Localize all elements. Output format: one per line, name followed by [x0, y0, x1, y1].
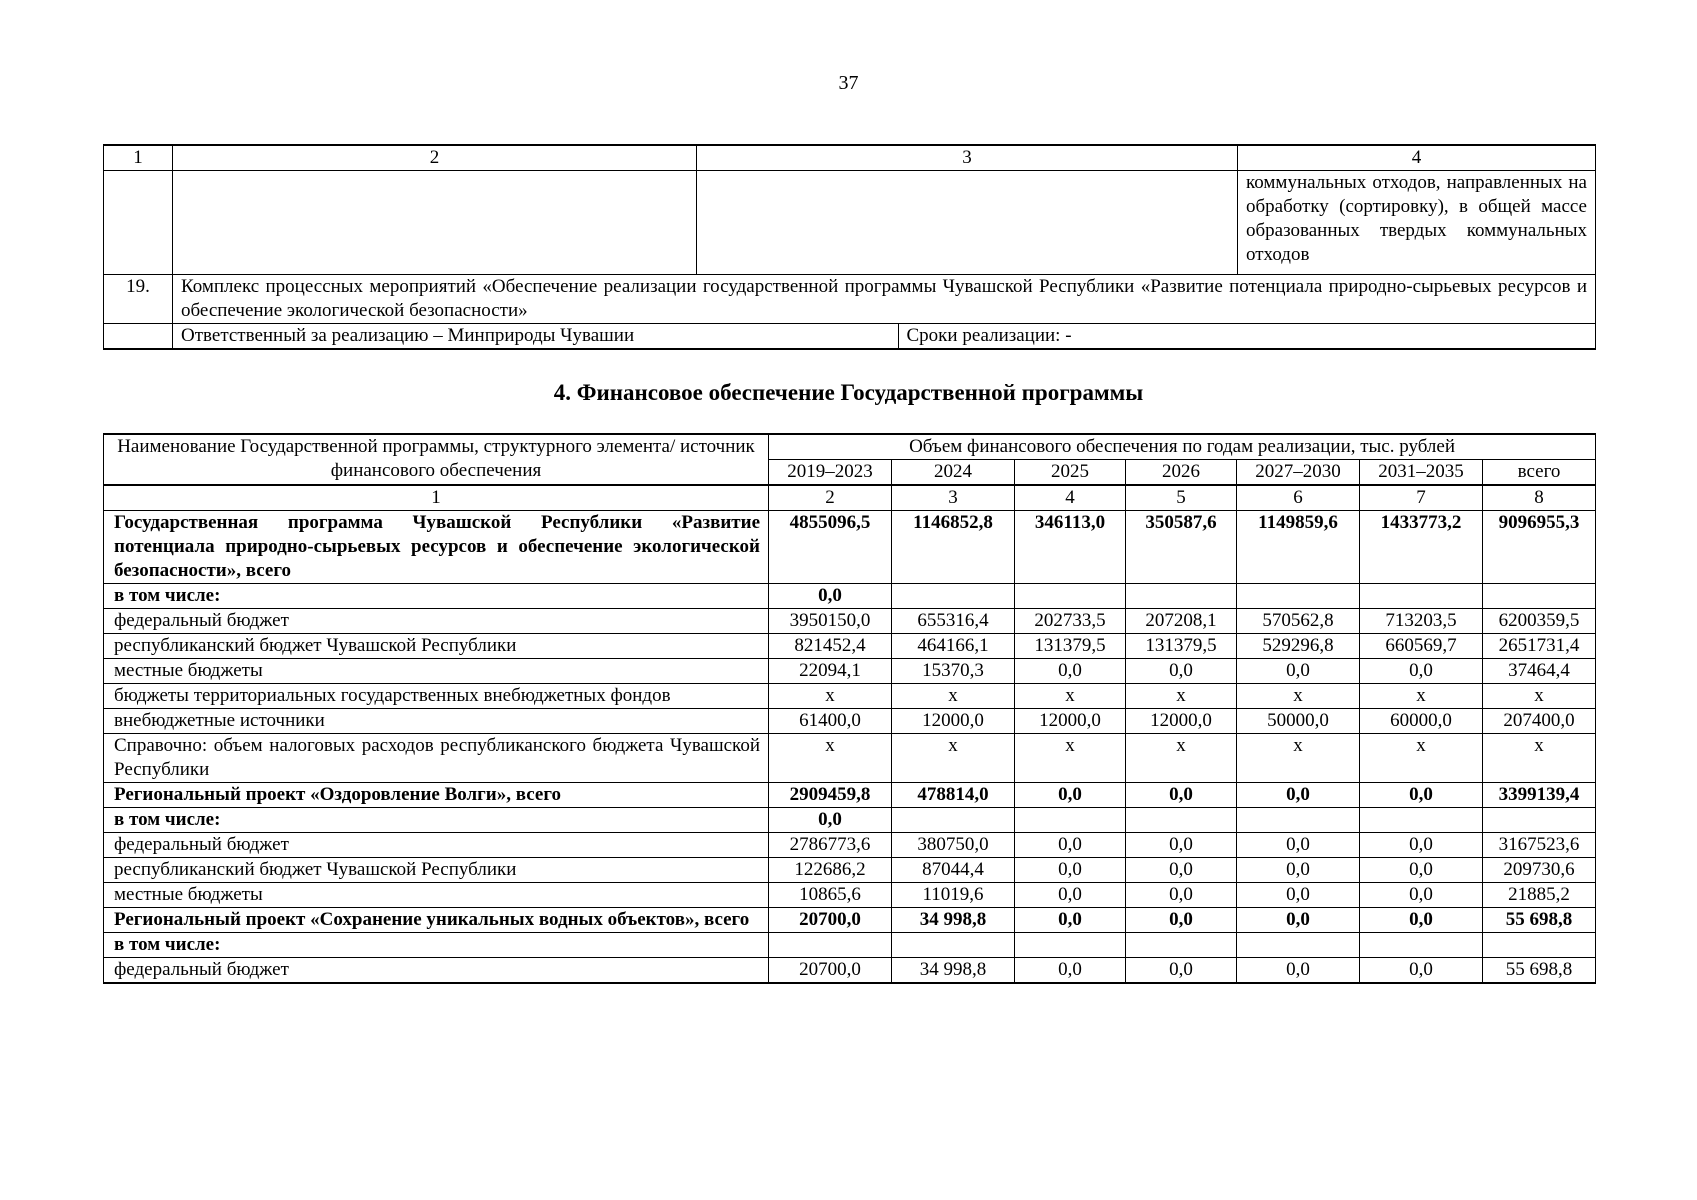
value-cell: 6200359,5: [1483, 609, 1596, 634]
value-cell: [1015, 808, 1126, 833]
finance-row: [104, 883, 1596, 908]
row-name: Региональный проект «Оздоровление Волги», всего: [104, 783, 769, 808]
finance-row: [104, 933, 1596, 958]
value-cell: 1149859,6: [1237, 511, 1360, 584]
value-cell: 0,0: [1360, 858, 1483, 883]
value-cell: 50000,0: [1237, 709, 1360, 734]
value-cell: x: [1360, 684, 1483, 709]
value-cell: [1126, 808, 1237, 833]
value-cell: 209730,6: [1483, 858, 1596, 883]
value-cell: 0,0: [1126, 659, 1237, 684]
program-measures-table: [103, 144, 1596, 350]
finance-row: [104, 908, 1596, 933]
value-cell: 34 998,8: [892, 908, 1015, 933]
finance-row: [104, 584, 1596, 609]
value-cell: [1237, 808, 1360, 833]
col-header-1: 1: [104, 145, 173, 171]
row-name: местные бюджеты: [104, 883, 769, 908]
value-cell: 0,0: [1360, 783, 1483, 808]
value-cell: 660569,7: [1360, 634, 1483, 659]
value-cell: x: [1483, 684, 1596, 709]
row-name: в том числе:: [104, 933, 769, 958]
value-cell: 12000,0: [1015, 709, 1126, 734]
value-cell: 0,0: [1126, 958, 1237, 984]
value-cell: 0,0: [1237, 659, 1360, 684]
value-cell: 20700,0: [769, 958, 892, 984]
finance-colnum-row: [104, 485, 1596, 511]
empty-cell: [104, 171, 173, 275]
row-number: 19.: [104, 275, 173, 324]
terms-text: Сроки реализации: -: [898, 324, 1595, 348]
value-cell: 34 998,8: [892, 958, 1015, 984]
value-cell: 2909459,8: [769, 783, 892, 808]
value-cell: 464166,1: [892, 634, 1015, 659]
value-cell: 0,0: [1126, 833, 1237, 858]
process-measures-title: Комплекс процессных мероприятий «Обеспечение реализации государственной программы Чувашской Республики «Развитие потенциала природно-сырьевых ресурсов и обеспечение экологической безопасности»: [173, 275, 1596, 324]
value-cell: 0,0: [1126, 858, 1237, 883]
value-cell: 55 698,8: [1483, 958, 1596, 984]
value-cell: 0,0: [1015, 833, 1126, 858]
value-cell: 55 698,8: [1483, 908, 1596, 933]
finance-row: [104, 709, 1596, 734]
value-cell: 0,0: [769, 584, 892, 609]
finance-row: [104, 808, 1596, 833]
col-header-2: 2: [173, 145, 697, 171]
header-name: Наименование Государственной программы, структурного элемента/ источник финансового обеспечения: [104, 434, 769, 485]
col-header-3: 3: [697, 145, 1238, 171]
value-cell: 350587,6: [1126, 511, 1237, 584]
col-number: 6: [1237, 485, 1360, 511]
row-name: в том числе:: [104, 584, 769, 609]
value-cell: 655316,4: [892, 609, 1015, 634]
value-cell: 61400,0: [769, 709, 892, 734]
value-cell: 10865,6: [769, 883, 892, 908]
table-row: [104, 324, 1596, 350]
finance-header-row: [104, 434, 1596, 460]
value-cell: 0,0: [1237, 908, 1360, 933]
col-number: 2: [769, 485, 892, 511]
header-volume: Объем финансового обеспечения по годам реализации, тыс. рублей: [769, 434, 1596, 460]
responsible-row: [173, 324, 1596, 350]
col-header-4: 4: [1238, 145, 1596, 171]
value-cell: 12000,0: [1126, 709, 1237, 734]
table-row: [104, 171, 1596, 275]
table-header-row: [104, 145, 1596, 171]
year-col: 2025: [1015, 460, 1126, 486]
value-cell: 1146852,8: [892, 511, 1015, 584]
year-col: 2024: [892, 460, 1015, 486]
empty-cell: [697, 171, 1238, 275]
finance-row: [104, 958, 1596, 984]
value-cell: 2786773,6: [769, 833, 892, 858]
value-cell: 3167523,6: [1483, 833, 1596, 858]
finance-row: [104, 634, 1596, 659]
value-cell: x: [892, 684, 1015, 709]
value-cell: 22094,1: [769, 659, 892, 684]
row-name: федеральный бюджет: [104, 958, 769, 984]
value-cell: 0,0: [1360, 883, 1483, 908]
value-cell: 0,0: [1015, 783, 1126, 808]
value-cell: 15370,3: [892, 659, 1015, 684]
value-cell: 3399139,4: [1483, 783, 1596, 808]
value-cell: 346113,0: [1015, 511, 1126, 584]
col-number: 3: [892, 485, 1015, 511]
col-number: 7: [1360, 485, 1483, 511]
value-cell: 0,0: [1126, 908, 1237, 933]
value-cell: x: [1483, 734, 1596, 783]
col-number: 8: [1483, 485, 1596, 511]
row-name: Государственная программа Чувашской Республики «Развитие потенциала природно-сырьевых ресурсов и обеспечение экологической безопасности», всего: [104, 511, 769, 584]
finance-body: [104, 511, 1596, 984]
value-cell: 0,0: [1015, 908, 1126, 933]
row-name: республиканский бюджет Чувашской Республики: [104, 634, 769, 659]
value-cell: x: [1126, 734, 1237, 783]
row-name: федеральный бюджет: [104, 833, 769, 858]
value-cell: [1360, 584, 1483, 609]
value-cell: [1483, 933, 1596, 958]
value-cell: 529296,8: [1237, 634, 1360, 659]
value-cell: 0,0: [1015, 858, 1126, 883]
empty-cell: [173, 171, 697, 275]
value-cell: 0,0: [1237, 833, 1360, 858]
year-col: 2019–2023: [769, 460, 892, 486]
row-name: федеральный бюджет: [104, 609, 769, 634]
value-cell: 207400,0: [1483, 709, 1596, 734]
value-cell: [769, 933, 892, 958]
value-cell: x: [1237, 684, 1360, 709]
finance-row: [104, 783, 1596, 808]
row-name: Региональный проект «Сохранение уникальных водных объектов», всего: [104, 908, 769, 933]
value-cell: 21885,2: [1483, 883, 1596, 908]
value-cell: x: [769, 734, 892, 783]
col-number: 4: [1015, 485, 1126, 511]
value-cell: 0,0: [1237, 858, 1360, 883]
value-cell: 0,0: [1237, 883, 1360, 908]
value-cell: x: [1126, 684, 1237, 709]
empty-cell: [104, 324, 173, 350]
year-col: всего: [1483, 460, 1596, 486]
finance-row: [104, 609, 1596, 634]
value-cell: 3950150,0: [769, 609, 892, 634]
value-cell: 713203,5: [1360, 609, 1483, 634]
col-number: 5: [1126, 485, 1237, 511]
value-cell: 0,0: [1237, 958, 1360, 984]
value-cell: [1237, 584, 1360, 609]
responsible-text: Ответственный за реализацию – Минприроды Чувашии: [181, 325, 635, 346]
value-cell: 0,0: [1360, 659, 1483, 684]
value-cell: 0,0: [1237, 783, 1360, 808]
value-cell: [892, 584, 1015, 609]
value-cell: 122686,2: [769, 858, 892, 883]
year-col: 2027–2030: [1237, 460, 1360, 486]
value-cell: 37464,4: [1483, 659, 1596, 684]
value-cell: [1483, 808, 1596, 833]
value-cell: 821452,4: [769, 634, 892, 659]
value-cell: [1483, 584, 1596, 609]
value-cell: [1237, 933, 1360, 958]
year-col: 2031–2035: [1360, 460, 1483, 486]
value-cell: x: [769, 684, 892, 709]
value-cell: 0,0: [1015, 883, 1126, 908]
value-cell: 131379,5: [1126, 634, 1237, 659]
value-cell: 11019,6: [892, 883, 1015, 908]
value-cell: x: [1015, 684, 1126, 709]
value-cell: [1360, 933, 1483, 958]
value-cell: x: [1015, 734, 1126, 783]
value-cell: 0,0: [1015, 659, 1126, 684]
value-cell: x: [1237, 734, 1360, 783]
section-title: 4. Финансовое обеспечение Государственной программы: [553, 380, 1144, 405]
value-cell: [892, 933, 1015, 958]
finance-row: [104, 858, 1596, 883]
value-cell: 1433773,2: [1360, 511, 1483, 584]
value-cell: 207208,1: [1126, 609, 1237, 634]
value-cell: x: [1360, 734, 1483, 783]
value-cell: 478814,0: [892, 783, 1015, 808]
value-cell: 9096955,3: [1483, 511, 1596, 584]
value-cell: [1360, 808, 1483, 833]
value-cell: 60000,0: [1360, 709, 1483, 734]
page-number: 37: [838, 72, 859, 94]
value-cell: 380750,0: [892, 833, 1015, 858]
row-name: местные бюджеты: [104, 659, 769, 684]
value-cell: 0,0: [1360, 833, 1483, 858]
value-cell: 4855096,5: [769, 511, 892, 584]
finance-row: [104, 659, 1596, 684]
value-cell: 0,0: [1126, 883, 1237, 908]
finance-row: [104, 684, 1596, 709]
finance-table: [103, 433, 1596, 984]
value-cell: [892, 808, 1015, 833]
row-name: Справочно: объем налоговых расходов республиканского бюджета Чувашской Республики: [104, 734, 769, 783]
value-cell: 20700,0: [769, 908, 892, 933]
value-cell: [1126, 933, 1237, 958]
value-cell: 131379,5: [1015, 634, 1126, 659]
value-cell: 0,0: [1126, 783, 1237, 808]
value-cell: [1126, 584, 1237, 609]
value-cell: 87044,4: [892, 858, 1015, 883]
finance-row: [104, 511, 1596, 584]
table-row: [104, 275, 1596, 324]
value-cell: [1015, 933, 1126, 958]
value-cell: 0,0: [769, 808, 892, 833]
value-cell: [1015, 584, 1126, 609]
row-name: республиканский бюджет Чувашской Республики: [104, 858, 769, 883]
year-col: 2026: [1126, 460, 1237, 486]
responsible-inner-table: [173, 324, 1595, 348]
finance-row: [104, 734, 1596, 783]
value-cell: 202733,5: [1015, 609, 1126, 634]
value-cell: 570562,8: [1237, 609, 1360, 634]
col-number: 1: [104, 485, 769, 511]
value-cell: 0,0: [1015, 958, 1126, 984]
indicator-text: коммунальных отходов, направленных на обработку (сортировку), в общей массе образованных твердых коммунальных отходов: [1238, 171, 1596, 275]
value-cell: x: [892, 734, 1015, 783]
finance-row: [104, 833, 1596, 858]
value-cell: 0,0: [1360, 958, 1483, 984]
row-name: внебюджетные источники: [104, 709, 769, 734]
value-cell: 12000,0: [892, 709, 1015, 734]
value-cell: 0,0: [1360, 908, 1483, 933]
value-cell: 2651731,4: [1483, 634, 1596, 659]
row-name: бюджеты территориальных государственных внебюджетных фондов: [104, 684, 769, 709]
row-name: в том числе:: [104, 808, 769, 833]
